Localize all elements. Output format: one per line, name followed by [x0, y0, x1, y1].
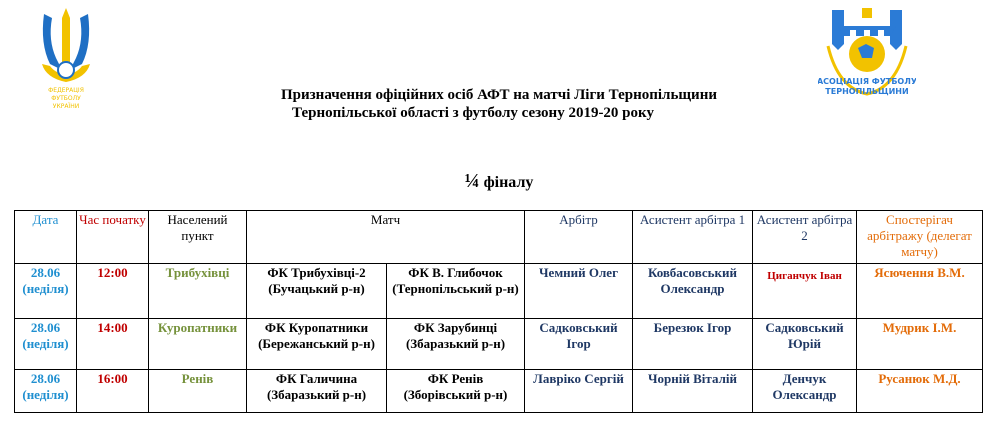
header-row [15, 211, 983, 264]
header-time: Час початку [77, 211, 149, 264]
cell-referee: Лавріко Сергій [525, 370, 633, 413]
svg-text:ФЕДЕРАЦІЯ: ФЕДЕРАЦІЯ [48, 87, 84, 94]
cell-assistant-2: Садковський Юрій [753, 319, 857, 370]
cell-place: Ренів [149, 370, 247, 413]
doc-title-line-2: Тернопільської області з футболу сезону 2019-20 року [292, 105, 654, 121]
svg-text:ТЕРНОПІЛЬЩИНИ: ТЕРНОПІЛЬЩИНИ [825, 87, 909, 96]
cell-observer: Ясючення В.М. [857, 264, 983, 319]
round-heading [0, 170, 998, 193]
doc-title-line-1: Призначення офіційних осіб АФТ на матчі Ліги Тернопільщини [281, 87, 717, 103]
header-place: Населений пункт [149, 211, 247, 264]
round-label: фіналу [483, 174, 534, 191]
table-row [15, 319, 983, 370]
cell-assistant-1: Ковбасовський Олександр [633, 264, 753, 319]
header-assistant-2: Асистент арбітра 2 [753, 211, 857, 264]
header-referee: Арбітр [525, 211, 633, 264]
cell-assistant-2: Циганчук Іван [753, 264, 857, 319]
cell-home-team: ФК Куропатники (Бережанський р-н) [247, 319, 387, 370]
cell-away-team: ФК Ренів (Зборівський р-н) [387, 370, 525, 413]
round-fraction: ¼ [464, 170, 480, 192]
cell-time: 12:00 [77, 264, 149, 319]
cell-time: 16:00 [77, 370, 149, 413]
cell-away-team: ФК Зарубинці (Збаразький р-н) [387, 319, 525, 370]
table-row [15, 264, 983, 319]
svg-text:УКРАЇНИ: УКРАЇНИ [52, 103, 80, 110]
header-assistant-1: Асистент арбітра 1 [633, 211, 753, 264]
cell-referee: Чемний Олег [525, 264, 633, 319]
cell-time: 14:00 [77, 319, 149, 370]
cell-date: 28.06 (неділя) [15, 319, 77, 370]
header-observer: Спостерігач арбітражу (делегат матчу) [857, 211, 983, 264]
header-date: Дата [15, 211, 77, 264]
table-row [15, 370, 983, 413]
cell-observer: Русанюк М.Д. [857, 370, 983, 413]
svg-text:АСОЦІАЦІЯ ФУТБОЛУ: АСОЦІАЦІЯ ФУТБОЛУ [818, 77, 916, 86]
svg-text:ФУТБОЛУ: ФУТБОЛУ [51, 95, 81, 102]
header-match: Матч [247, 211, 525, 264]
cell-assistant-1: Чорній Віталій [633, 370, 753, 413]
cell-home-team: ФК Трибухівці-2 (Бучацький р-н) [247, 264, 387, 319]
cell-observer: Мудрик І.М. [857, 319, 983, 370]
cell-assistant-1: Березюк Ігор [633, 319, 753, 370]
cell-assistant-2: Денчук Олександр [753, 370, 857, 413]
cell-referee: Садковський Ігор [525, 319, 633, 370]
cell-place: Трибухівці [149, 264, 247, 319]
assignments-table [14, 210, 983, 413]
cell-place: Куропатники [149, 319, 247, 370]
cell-date: 28.06 (неділя) [15, 264, 77, 319]
cell-home-team: ФК Галичина (Збаразький р-н) [247, 370, 387, 413]
cell-away-team: ФК В. Глибочок (Тернопільський р-н) [387, 264, 525, 319]
cell-date: 28.06 (неділя) [15, 370, 77, 413]
